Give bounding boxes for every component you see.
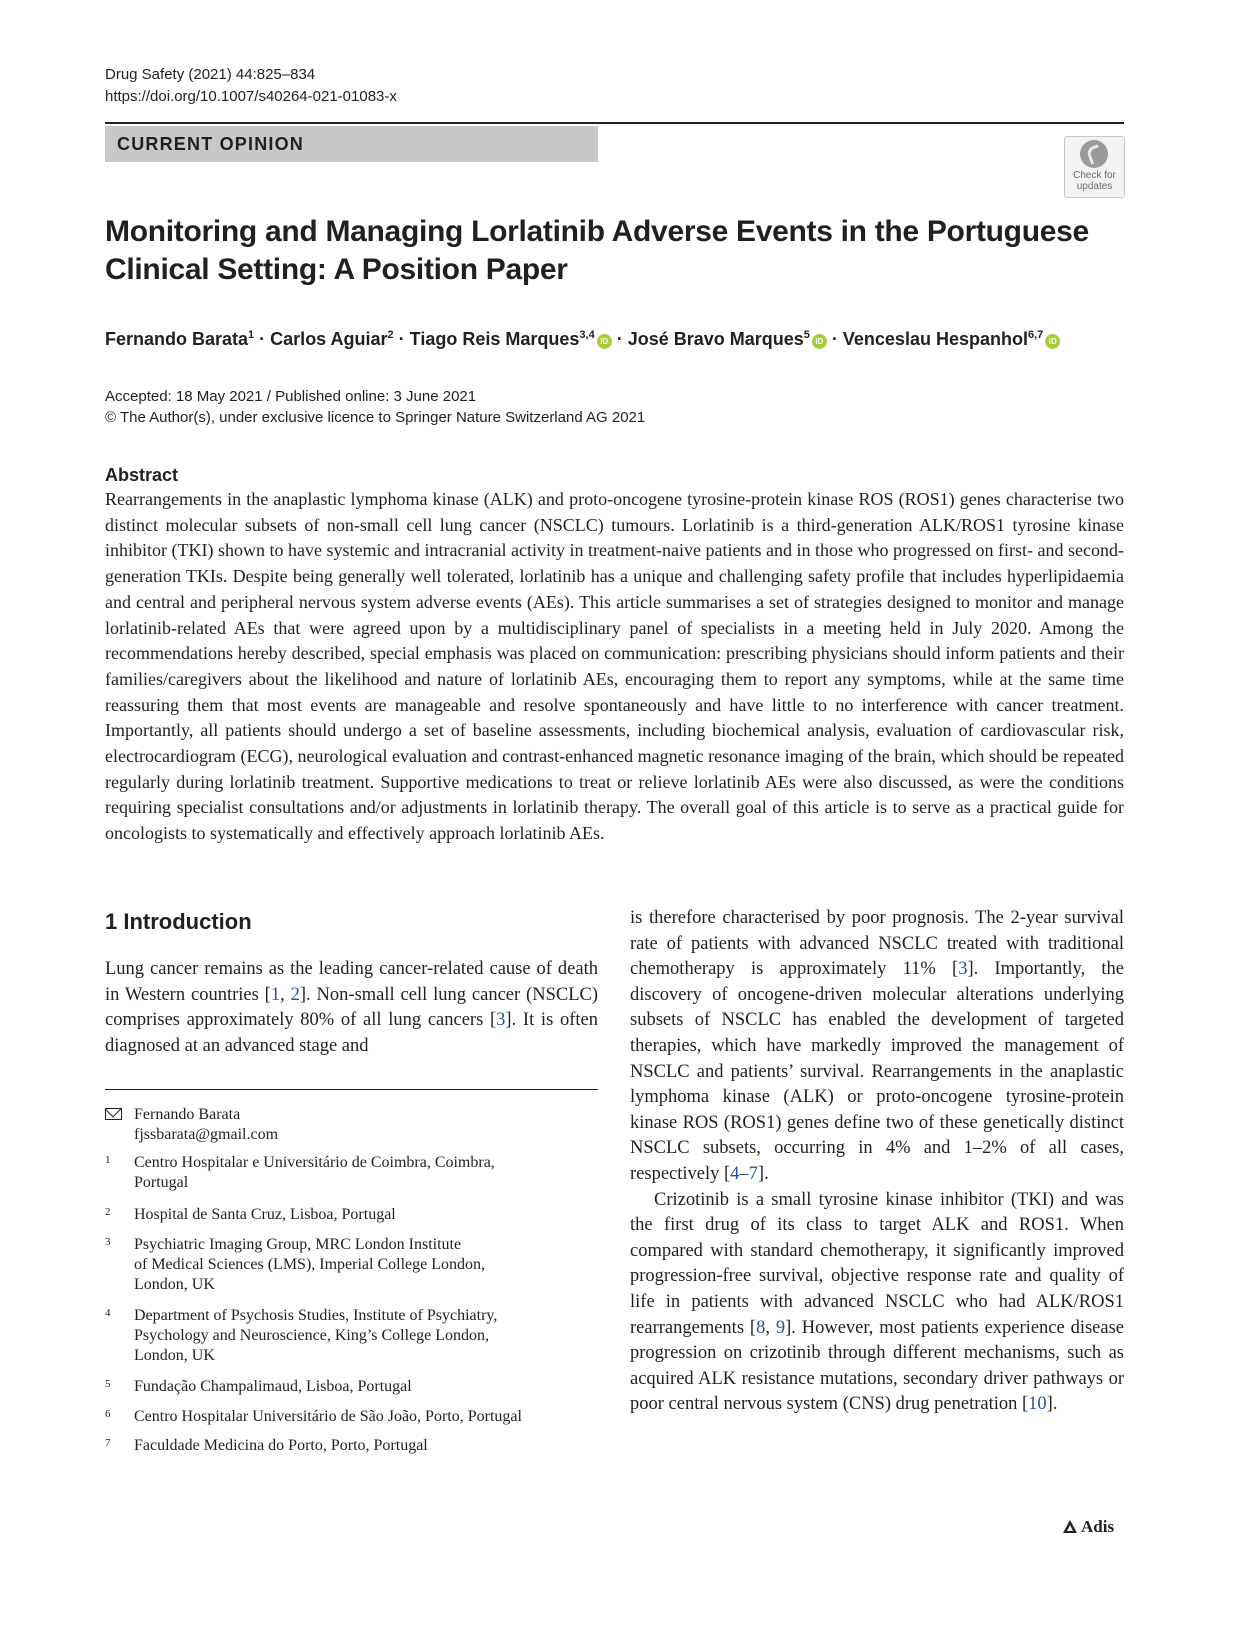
check-updates-line1: Check for (1073, 170, 1116, 181)
author-affiliation-marker: 6,7 (1027, 329, 1044, 341)
citation-link[interactable]: 10 (1028, 1394, 1047, 1415)
correspondence-email[interactable]: fjssbarata@gmail.com (134, 1126, 279, 1143)
text-run: ]. However, most patients experience disease progression on crizotinib through different mechanisms, such as acquired ALK resistance mutations, secondary driver pathways or poor central nervous system (CNS) drug penetration [ (630, 1317, 1124, 1415)
affiliation-number: 5 (105, 1378, 111, 1390)
affiliation-text (134, 1205, 594, 1225)
copyright-line: © The Author(s), under exclusive licence to Springer Nature Switzerland AG 2021 (105, 409, 646, 426)
section-label-band (105, 126, 598, 162)
author-name: Fernando Barata (105, 329, 249, 349)
author-name: José Bravo Marques (627, 329, 804, 349)
author-affiliation-marker: 2 (387, 329, 394, 341)
paper-title (105, 213, 1105, 289)
section-label: CURRENT OPINION (117, 134, 305, 154)
affiliation-text (134, 1306, 594, 1366)
author-separator: · (826, 329, 843, 349)
title-line-2: Clinical Setting: A Position Paper (105, 253, 568, 286)
affiliation-text (134, 1235, 594, 1295)
footnote-rule (105, 1089, 598, 1090)
text-run: ]. Non-small cell lung cancer (NSCLC) comprises approximately 80% of all lung cancers [ (105, 984, 599, 1031)
affiliation-text (134, 1153, 594, 1193)
affiliation-number: 4 (105, 1307, 111, 1319)
text-run: Crizotinib is a small tyrosine kinase inhibitor (TKI) and was the first drug of its class to target ALK and ROS1. When compared with standard chemotherapy, it significantly improved progression-free survival, objective response rate and quality of life in patients with advanced NSCLC who had ALK/ROS1 rearrangements [ (630, 1189, 1124, 1338)
citation-link[interactable]: 3 (958, 959, 968, 980)
title-line-1: Monitoring and Managing Lorlatinib Adverse Events in the Portuguese (105, 215, 1089, 248)
publisher-name: Adis (1081, 1517, 1115, 1536)
citation-link[interactable]: 8 (756, 1317, 766, 1338)
affiliation-line: Faculdade Medicina do Porto, Porto, Portugal (134, 1437, 428, 1454)
abstract-text: Rearrangements in the anaplastic lymphoma kinase (ALK) and proto-oncogene tyrosine-protein kinase ROS (ROS1) genes characterise two distinct molecular subsets of non-small cell lung cancer (NSCLC) tumours. Lorlatinib is a third-generation ALK/ROS1 tyrosine kinase inhibitor (TKI) shown to have systemic and intracranial activity in treatment-naive patients and in those who progressed on first- and second-generation TKIs. Despite being generally well tolerated, lorlatinib has a unique and challenging safety profile that includes hyperlipidaemia and central and peripheral nervous system adverse events (AEs). This article summarises a set of strategies designed to monitor and manage lorlatinib-related AEs that were agreed upon by a multidisciplinary panel of specialists in a meeting held in July 2020. Among the recommendations hereby described, special emphasis was placed on communication: prescribing physicians should inform patients and their families/caregivers about the likelihood and nature of lorlatinib AEs, encouraging them to report any symptoms, while at the same time reassuring them that most events are manageable and resolve spontaneously and have little to no interference with cancer treatment. Importantly, all patients should undergo a set of baseline assessments, including biochemical analysis, evaluation of cardiovascular risk, electrocardiogram (ECG), neurological evaluation and contrast-enhanced magnetic resonance imaging of the brain, which should be repeated regularly during lorlatinib treatment. Supportive medications to treat or relieve lorlatinib AEs were also discussed, as were the conditions requiring specialist consultations and/or adjustments in lorlatinib therapy. The overall goal of this article is to serve as a practical guide for oncologists to systematically and effectively approach lorlatinib AEs. (105, 489, 1124, 844)
affiliation-line: London, UK (134, 1347, 215, 1364)
author-affiliation-marker: 5 (803, 329, 810, 341)
check-updates-line2: updates (1076, 181, 1113, 192)
affiliation-line: Portugal (134, 1174, 189, 1191)
affiliation-text (134, 1436, 594, 1456)
affiliation-number: 7 (105, 1437, 111, 1449)
text-run: , (280, 984, 291, 1005)
publication-dates (105, 386, 645, 428)
affiliation-number: 1 (105, 1154, 111, 1166)
text-run: ]. (1046, 1394, 1058, 1415)
intro-paragraph-left (105, 957, 598, 1059)
author-list (105, 323, 1125, 351)
text-run: , (765, 1317, 776, 1338)
affiliation-line: London, UK (134, 1276, 215, 1293)
text-run: is therefore characterised by poor prognosis. The 2-year survival rate of patients with advanced NSCLC treated with traditional chemotherapy is approximately 11% [ (630, 908, 1124, 980)
envelope-icon (105, 1108, 122, 1120)
orcid-icon[interactable]: iD (597, 334, 612, 349)
citation-link[interactable]: 3 (496, 1010, 506, 1031)
adis-triangle-icon (1063, 1520, 1077, 1533)
correspondence-name: Fernando Barata (134, 1106, 241, 1123)
citation-link[interactable]: 1 (270, 984, 281, 1005)
citation-link[interactable]: 4–7 (730, 1163, 758, 1184)
citation-link[interactable]: 9 (775, 1317, 786, 1338)
accepted-published: Accepted: 18 May 2021 / Published online: 3 June 2021 (105, 388, 477, 405)
affiliation-number: 3 (105, 1236, 111, 1248)
check-updates-label (1065, 170, 1124, 192)
affiliation-line: Psychiatric Imaging Group, MRC London Institute (134, 1236, 462, 1253)
intro-paragraph-right-2 (630, 1188, 1124, 1418)
check-for-updates-button[interactable] (1064, 136, 1125, 198)
author-name: Tiago Reis Marques (409, 329, 580, 349)
affiliation-text (134, 1377, 594, 1397)
author-separator: · (254, 329, 271, 349)
citation-link[interactable]: 2 (290, 984, 300, 1005)
author-separator: · (611, 329, 628, 349)
publisher-logo (1063, 1517, 1114, 1537)
journal-info (105, 64, 397, 108)
orcid-icon[interactable]: iD (812, 334, 827, 349)
affiliation-number: 6 (105, 1408, 111, 1420)
author-name: Venceslau Hespanhol (842, 329, 1028, 349)
intro-paragraph-right-1 (630, 906, 1124, 1188)
affiliation-line: Hospital de Santa Cruz, Lisboa, Portugal (134, 1206, 396, 1223)
author-name: Carlos Aguiar (270, 329, 388, 349)
author-separator: · (393, 329, 410, 349)
intro-column-right (630, 906, 1124, 1418)
affiliation-line: Centro Hospitalar e Universitário de Coimbra, Coimbra, (134, 1154, 495, 1171)
doi-link[interactable]: https://doi.org/10.1007/s40264-021-01083-x (105, 88, 397, 105)
text-run: ]. Importantly, the discovery of oncogene-driven molecular alterations underlying subsets of NSCLC has enabled the development of targeted therapies, which have markedly improved the management of NSCLC and patients’ survival. Rearrangements in the anaplastic lymphoma kinase (ALK) or proto-oncogene tyrosine-protein kinase ROS (ROS1) genes define two of these genetically distinct NSCLC subsets, occurring in 4% and 1–2% of all cases, respectively [ (630, 959, 1124, 1184)
affiliation-text (134, 1407, 594, 1427)
abstract-heading: Abstract (105, 465, 179, 485)
text-run: ]. It is often diagnosed at an advanced stage and (105, 1010, 598, 1056)
orcid-icon[interactable]: iD (1045, 334, 1060, 349)
header-rule (105, 122, 1124, 124)
author-affiliation-marker: 1 (248, 329, 255, 341)
affiliation-line: Department of Psychosis Studies, Institute of Psychiatry, (134, 1307, 498, 1324)
affiliation-line: Psychology and Neuroscience, King’s College London, (134, 1327, 490, 1344)
affiliation-line: of Medical Sciences (LMS), Imperial College London, (134, 1256, 486, 1273)
affiliation-number: 2 (105, 1206, 111, 1218)
text-run: Lung cancer remains as the leading cancer-related cause of death in Western countries [ (105, 959, 598, 1005)
author-affiliation-marker: 3,4 (579, 329, 595, 341)
affiliation-line: Centro Hospitalar Universitário de São João, Porto, Portugal (134, 1408, 522, 1425)
affiliation-line: Fundação Champalimaud, Lisboa, Portugal (134, 1378, 412, 1395)
text-run: ]. (757, 1163, 769, 1184)
journal-citation: Drug Safety (2021) 44:825–834 (105, 66, 316, 83)
section-heading-introduction: 1 Introduction (105, 909, 252, 934)
crossmark-icon (1080, 140, 1108, 168)
